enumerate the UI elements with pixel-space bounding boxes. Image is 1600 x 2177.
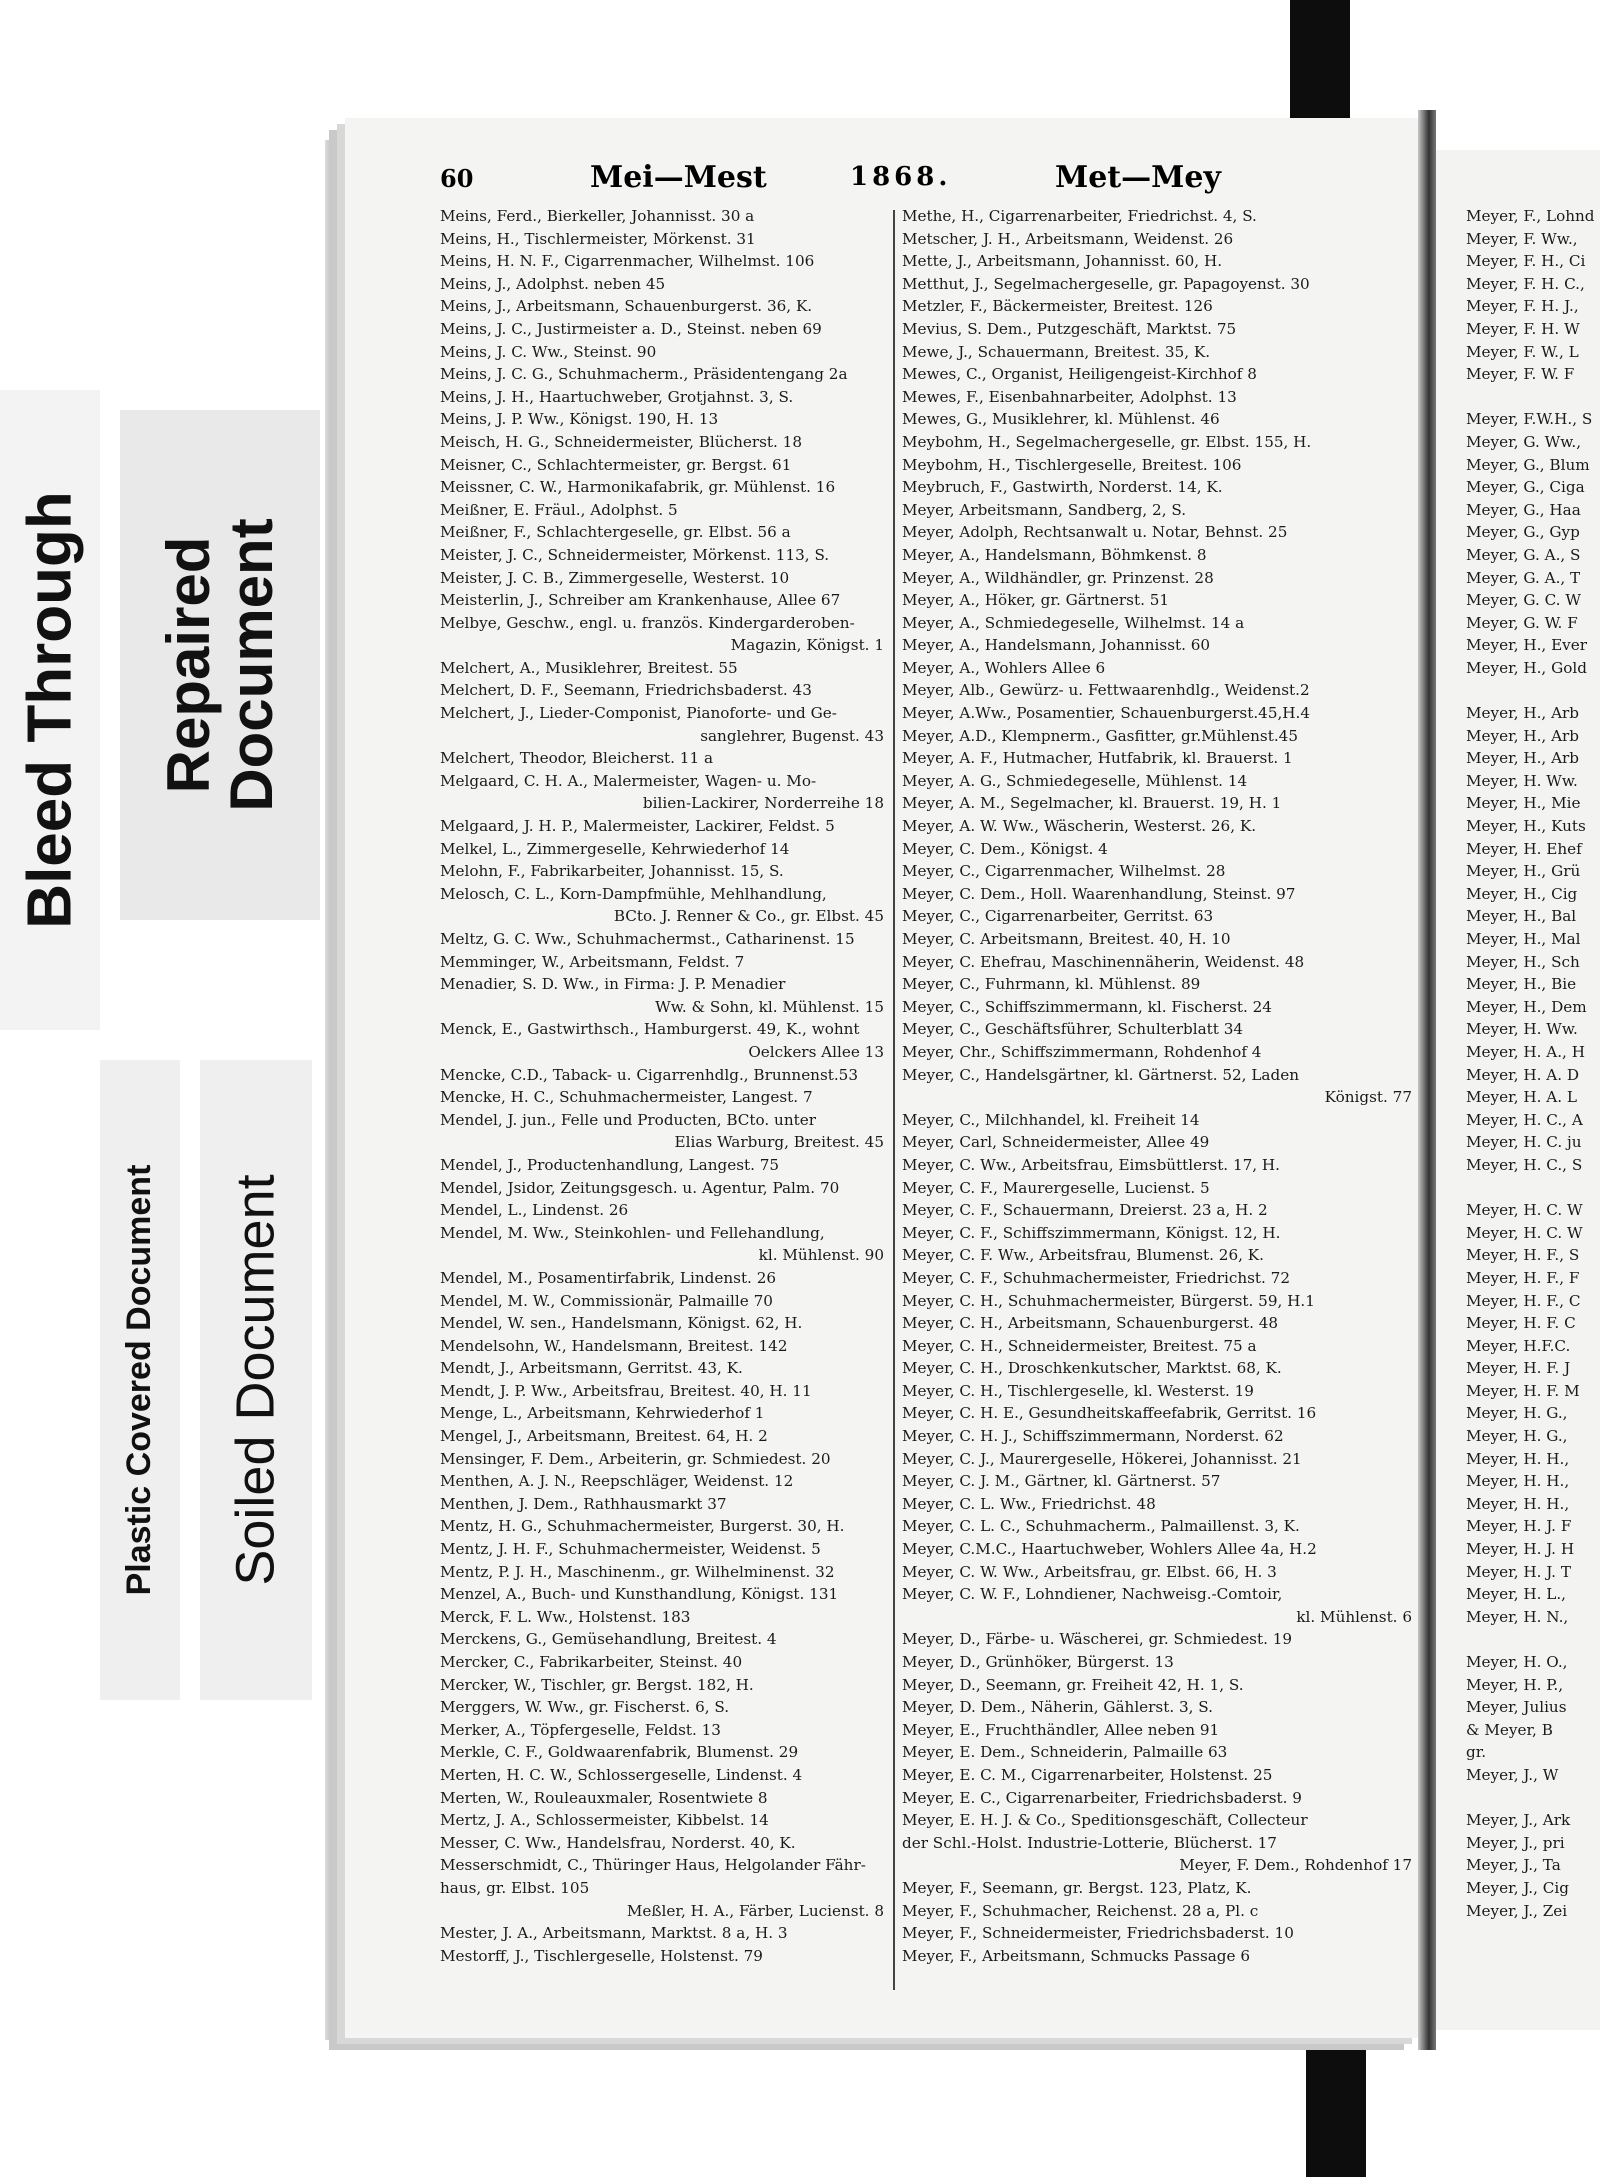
directory-entry: Meyer, A.Ww., Posamentier, Schauenburgerst.45,H.4 bbox=[902, 704, 1311, 723]
left-range-heading: Mei—Mest bbox=[590, 160, 767, 195]
directory-entry: Meyer, D., Grünhöker, Bürgerst. 13 bbox=[902, 1653, 1174, 1671]
directory-entry: Mewes, F., Eisenbahnarbeiter, Adolphst. 13 bbox=[902, 387, 1237, 406]
directory-entry: Meyer, G. A., T bbox=[1466, 568, 1581, 587]
directory-entry: Meyer, H., Kuts bbox=[1466, 817, 1586, 836]
directory-entry: Meyer, H., Gold bbox=[1466, 658, 1587, 677]
directory-entry: Meyer, H. H., bbox=[1466, 1449, 1570, 1468]
directory-entry: Methe, H., Cigarrenarbeiter, Friedrichst. 4, S. bbox=[902, 207, 1257, 225]
directory-entry: Meyer, E. C. M., Cigarrenarbeiter, Holstenst. 25 bbox=[902, 1765, 1273, 1784]
directory-entry: Meyer, H. F. J bbox=[1466, 1359, 1571, 1378]
soiled-document-label: Soiled Document bbox=[225, 1174, 286, 1586]
directory-entry: Meyer, H. Ehef bbox=[1466, 839, 1582, 858]
directory-entry: Meyer, F. H. C., bbox=[1466, 274, 1585, 293]
directory-entry: Melchert, J., Lieder-Componist, Pianoforte- und Ge- bbox=[440, 704, 837, 723]
directory-entry: Meyer, A., Höker, gr. Gärtnerst. 51 bbox=[902, 591, 1170, 610]
page-number: 60 bbox=[440, 164, 474, 193]
directory-entry: Merck, F. L. Ww., Holstenst. 183 bbox=[440, 1607, 691, 1626]
directory-entry: Meyer, H. F. C bbox=[1466, 1314, 1576, 1333]
directory-entry: Mercker, C., Fabrikarbeiter, Steinst. 40 bbox=[440, 1653, 743, 1671]
directory-entry: Mestorff, J., Tischlergeselle, Holstenst. 79 bbox=[440, 1946, 763, 1965]
directory-entry: Meyer, H., Arb bbox=[1466, 726, 1580, 745]
column-divider bbox=[893, 210, 895, 1990]
directory-entry: Meins, J. P. Ww., Königst. 190, H. 13 bbox=[440, 410, 719, 429]
directory-entry: Meins, J. C., Justirmeister a. D., Steinst. neben 69 bbox=[440, 319, 822, 338]
directory-entry: Meyer, C., Fuhrmann, kl. Mühlenst. 89 bbox=[902, 975, 1201, 994]
directory-entry: Meyer, J., Zei bbox=[1466, 1901, 1568, 1920]
directory-entry: Meyer, G., Ciga bbox=[1466, 478, 1585, 497]
year-heading: 1868. bbox=[850, 162, 952, 192]
directory-entry: Merggers, W. Ww., gr. Fischerst. 6, S. bbox=[440, 1698, 730, 1717]
directory-entry: Meyer, H., Bal bbox=[1466, 907, 1577, 926]
directory-entry: Elias Warburg, Breitest. 45 bbox=[674, 1133, 884, 1152]
directory-entry: Meyer, Alb., Gewürz- u. Fettwaarenhdlg., Weidenst.2 bbox=[902, 681, 1310, 700]
directory-entry: Meyer, H. C. W bbox=[1466, 1223, 1583, 1242]
directory-entry: Meyer, A. W. Ww., Wäscherin, Westerst. 26, K. bbox=[902, 817, 1257, 836]
directory-entry: Meyer, D., Seemann, gr. Freiheit 42, H. 1, S. bbox=[902, 1675, 1244, 1694]
directory-entry: Meyer, H. H., bbox=[1466, 1472, 1570, 1491]
directory-entry: Mentz, H. G., Schuhmachermeister, Burgerst. 30, H. bbox=[440, 1517, 845, 1536]
directory-entry: Meyer, J., Ark bbox=[1466, 1811, 1571, 1830]
directory-entry: Meyer, C. H., Schuhmachermeister, Bürgerst. 59, H.1 bbox=[902, 1291, 1315, 1310]
directory-entry: Meyer, F. W., L bbox=[1466, 342, 1579, 361]
directory-entry: Meyer, C., Cigarrenmacher, Wilhelmst. 28 bbox=[902, 862, 1226, 881]
directory-entry: Mendel, M., Posamentirfabrik, Lindenst. 26 bbox=[440, 1268, 777, 1287]
directory-entry: Meyer, C. J., Maurergeselle, Hökerei, Johannisst. 21 bbox=[902, 1449, 1302, 1468]
directory-entry: Mendel, J., Productenhandlung, Langest. 75 bbox=[440, 1155, 780, 1174]
directory-entry: Mendelsohn, W., Handelsmann, Breitest. 142 bbox=[440, 1336, 788, 1355]
directory-entry: Meyer, F. H. J., bbox=[1466, 297, 1579, 316]
directory-entry: Merkle, C. F., Goldwaarenfabrik, Blumenst. 29 bbox=[440, 1743, 799, 1762]
directory-entry: Meyer, C. H., Arbeitsmann, Schauenburgerst. 48 bbox=[902, 1314, 1279, 1333]
directory-entry: Meyer, F., Lohnd bbox=[1466, 207, 1595, 225]
directory-entry: Meyer, A. G., Schmiedegeselle, Mühlenst. 14 bbox=[902, 771, 1248, 790]
directory-entry: Meyer, A., Wohlers Allee 6 bbox=[902, 658, 1106, 677]
directory-entry: Meyer, A. M., Segelmacher, kl. Brauerst. 19, H. 1 bbox=[902, 794, 1282, 813]
scan-border-top bbox=[1290, 0, 1350, 120]
directory-entry: Melosch, C. L., Korn-Dampfmühle, Mehlhandlung, bbox=[440, 884, 827, 903]
directory-entry: Meyer, E., Fruchthändler, Allee neben 91 bbox=[902, 1720, 1220, 1739]
directory-entry: Meins, J. C. G., Schuhmacherm., Präsidentengang 2a bbox=[440, 365, 848, 384]
directory-entry: Melchert, Theodor, Bleicherst. 11 a bbox=[440, 749, 714, 768]
directory-entry: Meyer, G. Ww., bbox=[1466, 432, 1582, 451]
directory-entry: Meyer, F. H. W bbox=[1466, 319, 1580, 338]
directory-entry: Meyer, C. Dem., Königst. 4 bbox=[902, 839, 1108, 858]
directory-entry: Meyer, Adolph, Rechtsanwalt u. Notar, Behnst. 25 bbox=[902, 523, 1288, 542]
directory-entry: Merckens, G., Gemüsehandlung, Breitest. 4 bbox=[440, 1630, 777, 1649]
directory-entry: Meins, Ferd., Bierkeller, Johannisst. 30 a bbox=[440, 207, 755, 225]
directory-entry: Meybohm, H., Segelmachergeselle, gr. Elbst. 155, H. bbox=[902, 432, 1312, 451]
directory-entry: Meyer, F., Seemann, gr. Bergst. 123, Platz, K. bbox=[902, 1878, 1252, 1897]
soiled-document-label-card bbox=[200, 1060, 312, 1700]
directory-entry: Meyer, H. J. H bbox=[1466, 1540, 1575, 1559]
directory-entry: Meyer, C. L. C., Schuhmacherm., Palmaillenst. 3, K. bbox=[902, 1517, 1300, 1536]
directory-entry: Meyer, C. H. J., Schiffszimmermann, Norderst. 62 bbox=[902, 1427, 1284, 1446]
directory-entry: Meyer, G., Haa bbox=[1466, 500, 1581, 519]
directory-entry: Meyer, H., Grü bbox=[1466, 862, 1581, 881]
directory-entry: Mendel, W. sen., Handelsmann, Königst. 62, H. bbox=[440, 1314, 803, 1333]
directory-entry: Melkel, L., Zimmergeselle, Kehrwiederhof 14 bbox=[440, 839, 790, 858]
directory-entry: Messer, C. Ww., Handelsfrau, Norderst. 40, K. bbox=[440, 1833, 796, 1852]
directory-entry: Meyer, C. F., Schuhmachermeister, Friedrichst. 72 bbox=[902, 1268, 1291, 1287]
directory-entry: Meyer, C., Milchhandel, kl. Freiheit 14 bbox=[902, 1110, 1200, 1129]
directory-entry: Meyer, H. F., C bbox=[1466, 1291, 1581, 1310]
directory-entry: Meyer, G. W. F bbox=[1466, 613, 1578, 632]
directory-entry: Meyer, H. N., bbox=[1466, 1607, 1569, 1626]
directory-entry: Meyer, F., Arbeitsmann, Schmucks Passage 6 bbox=[902, 1946, 1251, 1965]
directory-entry: Meyer, J., Cig bbox=[1466, 1878, 1569, 1897]
directory-entry: Meyer, J., Ta bbox=[1466, 1856, 1561, 1875]
directory-entry: Menck, E., Gastwirthsch., Hamburgerst. 49, K., wohnt bbox=[440, 1020, 860, 1039]
directory-entry: Meyer, H. Ww. bbox=[1466, 771, 1578, 790]
directory-entry: Meyer, G. A., S bbox=[1466, 545, 1581, 564]
directory-entry: Meyer, Chr., Schiffszimmermann, Rohdenhof 4 bbox=[902, 1042, 1262, 1061]
directory-entry: Meyer, H. O., bbox=[1466, 1653, 1568, 1671]
directory-entry bbox=[1466, 679, 1600, 702]
directory-entry: Meyer, Arbeitsmann, Sandberg, 2, S. bbox=[902, 500, 1187, 519]
directory-entry: Messerschmidt, C., Thüringer Haus, Helgolander Fähr- bbox=[440, 1856, 866, 1875]
plastic-covered-label: Plastic Covered Document bbox=[120, 1164, 159, 1596]
directory-entry: Mewes, G., Musiklehrer, kl. Mühlenst. 46 bbox=[902, 410, 1220, 429]
directory-entry bbox=[1466, 1787, 1600, 1810]
directory-entry: Meyer, D., Färbe- u. Wäscherei, gr. Schmiedest. 19 bbox=[902, 1630, 1293, 1649]
directory-entry: Meister, J. C., Schneidermeister, Mörkenst. 113, S. bbox=[440, 545, 830, 564]
directory-entry: Meyer, F. H., Ci bbox=[1466, 252, 1586, 271]
directory-entry: Meyer, F., Schneidermeister, Friedrichsbaderst. 10 bbox=[902, 1924, 1294, 1943]
directory-entry: Meyer, C. L. Ww., Friedrichst. 48 bbox=[902, 1494, 1156, 1513]
directory-entry: Meyer, H., Cig bbox=[1466, 884, 1578, 903]
directory-entry: Mester, J. A., Arbeitsmann, Marktst. 8 a, H. 3 bbox=[440, 1924, 788, 1943]
directory-entry: Memminger, W., Arbeitsmann, Feldst. 7 bbox=[440, 952, 745, 971]
directory-entry: Meyer, C. Ww., Arbeitsfrau, Eimsbüttlerst. 17, H. bbox=[902, 1155, 1281, 1174]
page-left-edge bbox=[325, 140, 345, 2040]
directory-entry: Metthut, J., Segelmachergeselle, gr. Papagoyenst. 30 bbox=[902, 274, 1310, 293]
directory-entry: Mensinger, F. Dem., Arbeiterin, gr. Schmiedest. 20 bbox=[440, 1449, 831, 1468]
directory-entry: Meyer, H. C. W bbox=[1466, 1201, 1583, 1220]
directory-entry: Meyer, J., pri bbox=[1466, 1833, 1565, 1852]
directory-entry: Mewe, J., Schauermann, Breitest. 35, K. bbox=[902, 342, 1211, 361]
directory-entry: Meyer, H. C. ju bbox=[1466, 1133, 1582, 1152]
directory-entry: Meyer, G., Blum bbox=[1466, 455, 1590, 474]
directory-entry: Meyer, H. G., bbox=[1466, 1404, 1568, 1423]
directory-entry: Meyer, C., Schiffszimmermann, kl. Fischerst. 24 bbox=[902, 997, 1272, 1016]
directory-entry: Meyer, A. F., Hutmacher, Hutfabrik, kl. Brauerst. 1 bbox=[902, 749, 1293, 768]
directory-entry: Meyer, Carl, Schneidermeister, Allee 49 bbox=[902, 1133, 1210, 1152]
right-column bbox=[1466, 205, 1600, 1922]
directory-entry: Meyer, H., Sch bbox=[1466, 952, 1580, 971]
directory-entry: Meybruch, F., Gastwirth, Norderst. 14, K. bbox=[902, 478, 1223, 497]
directory-entry: Menge, L., Arbeitsmann, Kehrwiederhof 1 bbox=[440, 1404, 765, 1423]
directory-entry bbox=[1466, 386, 1600, 409]
directory-entry: Meißner, E. Fräul., Adolphst. 5 bbox=[440, 500, 678, 519]
directory-entry: BCto. J. Renner & Co., gr. Elbst. 45 bbox=[613, 907, 884, 926]
directory-entry: Meyer, E. C., Cigarrenarbeiter, Friedrichsbaderst. 9 bbox=[902, 1788, 1302, 1807]
directory-entry: Meisch, H. G., Schneidermeister, Blücherst. 18 bbox=[440, 432, 802, 451]
directory-entry: Meyer, A., Handelsmann, Johannisst. 60 bbox=[902, 636, 1211, 655]
directory-entry: Meyer, F., Schuhmacher, Reichenst. 28 a, Pl. c bbox=[902, 1901, 1259, 1920]
directory-entry: Meyer, C. W. Ww., Arbeitsfrau, gr. Elbst. 66, H. 3 bbox=[902, 1562, 1277, 1581]
bleed-through-label: Bleed Through bbox=[15, 491, 85, 929]
directory-entry: haus, gr. Elbst. 105 bbox=[440, 1878, 590, 1897]
directory-entry: Meyer, H., Mal bbox=[1466, 930, 1581, 948]
directory-entry: Meyer, H. F., S bbox=[1466, 1246, 1580, 1265]
directory-entry: Meyer, H., Dem bbox=[1466, 997, 1587, 1016]
directory-entry: Merten, W., Rouleauxmaler, Rosentwiete 8 bbox=[440, 1788, 768, 1807]
directory-entry: Meyer, G., Gyp bbox=[1466, 523, 1580, 542]
directory-entry: Meyer, H. J. T bbox=[1466, 1562, 1571, 1581]
directory-entry: Merten, H. C. W., Schlossergeselle, Lindenst. 4 bbox=[440, 1765, 803, 1784]
directory-entry: Meyer, H. F., F bbox=[1466, 1268, 1580, 1287]
directory-entry: Meyer, J., W bbox=[1466, 1765, 1559, 1784]
directory-entry: Mendt, J., Arbeitsmann, Gerritst. 43, K. bbox=[440, 1359, 743, 1378]
directory-entry: & Meyer, B bbox=[1466, 1720, 1553, 1739]
directory-entry: kl. Mühlenst. 90 bbox=[758, 1246, 884, 1265]
directory-entry: Metscher, J. H., Arbeitsmann, Weidenst. 26 bbox=[902, 229, 1234, 248]
directory-entry: Oelckers Allee 13 bbox=[748, 1042, 884, 1061]
directory-entry: Meister, J. C. B., Zimmergeselle, Westerst. 10 bbox=[440, 568, 790, 587]
directory-entry: Meisterlin, J., Schreiber am Krankenhause, Allee 67 bbox=[440, 591, 841, 610]
directory-entry: Meyer, E. H. J. & Co., Speditionsgeschäft, Collecteur bbox=[902, 1811, 1308, 1830]
directory-entry: Meyer, H., Mie bbox=[1466, 794, 1581, 813]
directory-entry: Meyer, C. F., Schiffszimmermann, Königst. 12, H. bbox=[902, 1223, 1281, 1242]
directory-entry: Meyer, C. H., Tischlergeselle, kl. Westerst. 19 bbox=[902, 1381, 1254, 1400]
directory-entry: Meyer, H., Arb bbox=[1466, 749, 1580, 768]
directory-entry: Mendel, J. jun., Felle und Producten, BCto. unter bbox=[440, 1110, 816, 1129]
directory-entry: Meins, J., Adolphst. neben 45 bbox=[440, 274, 666, 293]
directory-entry: Meyer, H. A. L bbox=[1466, 1088, 1577, 1107]
directory-entry: Mencke, H. C., Schuhmachermeister, Langest. 7 bbox=[440, 1088, 813, 1107]
directory-entry: Meyer, A., Wildhändler, gr. Prinzenst. 28 bbox=[902, 568, 1214, 587]
page-header bbox=[440, 158, 1400, 202]
directory-entry: Meyer, C. Ehefrau, Maschinennäherin, Weidenst. 48 bbox=[902, 952, 1305, 971]
directory-entry: Meisner, C., Schlachtermeister, gr. Bergst. 61 bbox=[440, 455, 792, 474]
directory-entry: gr. bbox=[1466, 1743, 1487, 1762]
directory-entry bbox=[1466, 1628, 1600, 1651]
directory-entry: Magazin, Königst. 1 bbox=[730, 636, 884, 655]
directory-entry: Melchert, A., Musiklehrer, Breitest. 55 bbox=[440, 658, 738, 677]
directory-entry: Melgaard, J. H. P., Malermeister, Lackirer, Feldst. 5 bbox=[440, 817, 835, 836]
directory-entry: sanglehrer, Bugenst. 43 bbox=[700, 726, 884, 745]
directory-entry: Meyer, C. Dem., Holl. Waarenhandlung, Steinst. 97 bbox=[902, 884, 1296, 903]
directory-entry: Mewes, C., Organist, Heiligengeist-Kirchhof 8 bbox=[902, 365, 1257, 384]
directory-entry: Königst. 77 bbox=[1324, 1088, 1412, 1107]
right-range-heading: Met—Mey bbox=[1055, 160, 1221, 195]
directory-entry: Meyer, D. Dem., Näherin, Gählerst. 3, S. bbox=[902, 1698, 1213, 1717]
directory-entry: Mencke, C.D., Taback- u. Cigarrenhdlg., Brunnenst.53 bbox=[440, 1065, 859, 1084]
directory-entry: Metzler, F., Bäckermeister, Breitest. 126 bbox=[902, 297, 1213, 316]
directory-entry: Mendel, Jsidor, Zeitungsgesch. u. Agentur, Palm. 70 bbox=[440, 1178, 840, 1197]
directory-entry: Meyer, F. W. F bbox=[1466, 365, 1575, 384]
directory-entry: Meyer, C. H., Droschkenkutscher, Marktst. 68, K. bbox=[902, 1359, 1282, 1378]
directory-entry: Ww. & Sohn, kl. Mühlenst. 15 bbox=[655, 997, 884, 1016]
directory-entry: Menthen, J. Dem., Rathhausmarkt 37 bbox=[440, 1494, 727, 1513]
directory-entry: Meyer, C., Geschäftsführer, Schulterblatt 34 bbox=[902, 1020, 1244, 1039]
directory-entry: Meißner, F., Schlachtergeselle, gr. Elbst. 56 a bbox=[440, 523, 791, 542]
directory-entry: Mendel, M. Ww., Steinkohlen- und Fellehandlung, bbox=[440, 1223, 825, 1242]
directory-entry: Meltz, G. C. Ww., Schuhmachermst., Catharinenst. 15 bbox=[440, 930, 855, 948]
directory-entry: Meyer, H. A., H bbox=[1466, 1042, 1585, 1061]
directory-entry: Meissner, C. W., Harmonikafabrik, gr. Mühlenst. 16 bbox=[440, 478, 836, 497]
directory-entry: Meyer, C. F. Ww., Arbeitsfrau, Blumenst. 26, K. bbox=[902, 1246, 1264, 1265]
plastic-covered-label-card bbox=[100, 1060, 180, 1700]
directory-entry: Mendel, M. W., Commissionär, Palmaille 70 bbox=[440, 1291, 773, 1310]
left-column bbox=[440, 205, 888, 1967]
directory-entry: Mevius, S. Dem., Putzgeschäft, Marktst. 75 bbox=[902, 319, 1237, 338]
directory-entry: Meyer, H. C., S bbox=[1466, 1155, 1583, 1174]
directory-entry bbox=[1466, 1177, 1600, 1200]
directory-entry: Meyer, C. Arbeitsmann, Breitest. 40, H. 10 bbox=[902, 930, 1231, 948]
directory-entry: Mengel, J., Arbeitsmann, Breitest. 64, H. 2 bbox=[440, 1427, 768, 1446]
directory-entry: Meyer, F.W.H., S bbox=[1466, 410, 1593, 429]
directory-entry: kl. Mühlenst. 6 bbox=[1296, 1607, 1412, 1626]
directory-entry: Meyer, A., Handelsmann, Böhmkenst. 8 bbox=[902, 545, 1207, 564]
directory-entry: Meins, J. C. Ww., Steinst. 90 bbox=[440, 342, 657, 361]
directory-entry: Meyer, H. P., bbox=[1466, 1675, 1564, 1694]
directory-entry: Melgaard, C. H. A., Malermeister, Wagen- u. Mo- bbox=[440, 771, 817, 790]
directory-entry: Meyer, F. Dem., Rohdenhof 17 bbox=[1179, 1856, 1412, 1875]
directory-entry: Meyer, C. H. E., Gesundheitskaffeefabrik, Gerritst. 16 bbox=[902, 1404, 1317, 1423]
directory-entry: Meyer, A.D., Klempnerm., Gasfitter, gr.Mühlenst.45 bbox=[902, 726, 1298, 745]
middle-column bbox=[902, 205, 1416, 1967]
directory-entry: Meins, H. N. F., Cigarrenmacher, Wilhelmst. 106 bbox=[440, 252, 815, 271]
directory-entry: Meins, H., Tischlermeister, Mörkenst. 31 bbox=[440, 229, 756, 248]
repaired-document-label-card bbox=[120, 410, 320, 920]
directory-entry: Merker, A., Töpfergeselle, Feldst. 13 bbox=[440, 1720, 721, 1739]
directory-entry: Mentz, J. H. F., Schuhmachermeister, Weidenst. 5 bbox=[440, 1540, 821, 1559]
directory-entry: Meyer, F. Ww., bbox=[1466, 229, 1578, 248]
directory-entry: Menzel, A., Buch- und Kunsthandlung, Königst. 131 bbox=[440, 1585, 839, 1604]
directory-entry: Meyer, E. Dem., Schneiderin, Palmaille 63 bbox=[902, 1743, 1228, 1762]
directory-entry: Meyer, H., Arb bbox=[1466, 704, 1580, 723]
directory-entry: Meyer, H. J. F bbox=[1466, 1517, 1572, 1536]
directory-entry: Meyer, H., Bie bbox=[1466, 975, 1577, 994]
directory-entry: der Schl.-Holst. Industrie-Lotterie, Blücherst. 17 bbox=[902, 1833, 1277, 1852]
directory-entry: Melbye, Geschw., engl. u. französ. Kindergarderoben- bbox=[440, 613, 855, 632]
directory-entry: Meins, J., Arbeitsmann, Schauenburgerst. 36, K. bbox=[440, 297, 813, 316]
directory-entry: Melohn, F., Fabrikarbeiter, Johannisst. 15, S. bbox=[440, 862, 784, 881]
directory-entry: Meyer, H. Ww. bbox=[1466, 1020, 1578, 1039]
directory-entry: Menadier, S. D. Ww., in Firma: J. P. Menadier bbox=[440, 975, 786, 994]
directory-entry: Meyer, H., Ever bbox=[1466, 636, 1587, 655]
repaired-document-label: Repaired Document bbox=[155, 518, 285, 812]
book-gutter bbox=[1418, 110, 1436, 2050]
directory-entry: Mendt, J. P. Ww., Arbeitsfrau, Breitest. 40, H. 11 bbox=[440, 1381, 812, 1400]
directory-entry: Mentz, P. J. H., Maschinenm., gr. Wilhelminenst. 32 bbox=[440, 1562, 835, 1581]
directory-entry: Meyer, A., Schmiedegeselle, Wilhelmst. 14 a bbox=[902, 613, 1245, 632]
directory-entry: bilien-Lackirer, Norderreihe 18 bbox=[642, 794, 884, 813]
directory-entry: Meyer, C. F., Maurergeselle, Lucienst. 5 bbox=[902, 1178, 1210, 1197]
directory-entry: Melchert, D. F., Seemann, Friedrichsbaderst. 43 bbox=[440, 681, 812, 700]
directory-entry: Meyer, C., Cigarrenarbeiter, Gerritst. 63 bbox=[902, 907, 1214, 926]
directory-entry: Menthen, A. J. N., Reepschläger, Weidenst. 12 bbox=[440, 1472, 794, 1491]
directory-entry: Meyer, H.F.C. bbox=[1466, 1336, 1571, 1355]
directory-entry: Meyer, C. H., Schneidermeister, Breitest. 75 a bbox=[902, 1336, 1257, 1355]
directory-entry: Meyer, H. H., bbox=[1466, 1494, 1570, 1513]
bleed-through-label-card bbox=[0, 390, 100, 1030]
directory-entry: Meyer, G. C. W bbox=[1466, 591, 1581, 610]
directory-entry: Meyer, H. C., A bbox=[1466, 1110, 1583, 1129]
directory-entry: Mette, J., Arbeitsmann, Johannisst. 60, H. bbox=[902, 252, 1223, 271]
directory-entry: Meins, J. H., Haartuchweber, Grotjahnst. 3, S. bbox=[440, 387, 794, 406]
directory-entry: Meyer, C. J. M., Gärtner, kl. Gärtnerst. 57 bbox=[902, 1472, 1221, 1491]
directory-entry: Meyer, H. L., bbox=[1466, 1585, 1566, 1604]
directory-entry: Meybohm, H., Tischlergeselle, Breitest. 106 bbox=[902, 455, 1242, 474]
directory-entry: Mertz, J. A., Schlossermeister, Kibbelst. 14 bbox=[440, 1811, 769, 1830]
directory-entry: Meyer, H. G., bbox=[1466, 1427, 1568, 1446]
scan-border-bottom bbox=[1306, 2040, 1366, 2177]
directory-entry: Mercker, W., Tischler, gr. Bergst. 182, H. bbox=[440, 1675, 754, 1694]
directory-entry: Meyer, H. A. D bbox=[1466, 1065, 1580, 1084]
directory-entry: Mendel, L., Lindenst. 26 bbox=[440, 1201, 629, 1220]
directory-entry: Meßler, H. A., Färber, Lucienst. 8 bbox=[626, 1901, 884, 1920]
directory-entry: Meyer, Julius bbox=[1466, 1698, 1567, 1717]
directory-entry: Meyer, C. W. F., Lohndiener, Nachweisg.-Comtoir, bbox=[902, 1585, 1283, 1604]
directory-entry: Meyer, C. F., Schauermann, Dreierst. 23 a, H. 2 bbox=[902, 1201, 1268, 1220]
directory-entry: Meyer, C., Handelsgärtner, kl. Gärtnerst. 52, Laden bbox=[902, 1065, 1299, 1084]
directory-entry: Meyer, H. F. M bbox=[1466, 1381, 1580, 1400]
directory-entry: Meyer, C.M.C., Haartuchweber, Wohlers Allee 4a, H.2 bbox=[902, 1540, 1317, 1559]
